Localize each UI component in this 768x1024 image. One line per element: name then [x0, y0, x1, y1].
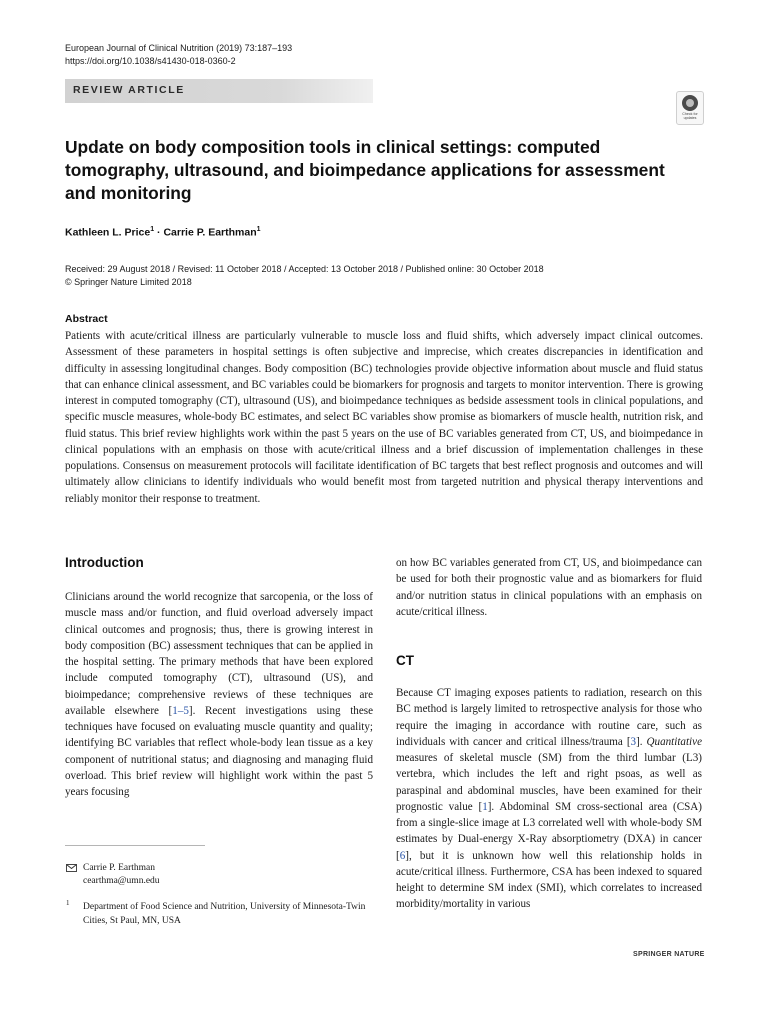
- affiliation-footnote-marker: 1: [66, 899, 70, 907]
- doi-link[interactable]: https://doi.org/10.1038/s41430-018-0360-2: [65, 56, 236, 66]
- section-heading-introduction: Introduction: [65, 555, 144, 570]
- text-run: ], but it is unknown how well this relationship holds in acute/critical illness. Furthermore, CSA has been indexed to squared height to determine SM index (SMI), which correlates to increased morbidity/mortality in various: [396, 849, 702, 911]
- abstract-text: Patients with acute/critical illness are particularly vulnerable to muscle loss and fluid shifts, which adversely impact clinical outcomes. Assessment of these parameters in hospital settings is often subjective and imprecise, which creates discrepancies in identification and difficulty in assessing longitudinal changes. Body composition (BC) technologies provide objective information about muscle and fluid status that can enhance clinical assessment, and BC variables could be biomarkers for prognosis and targets to monitor intervention. There is growing interest in computed tomography (CT), ultrasound (US), and bioimpedance techniques as bedside assessment tools in clinical populations, and specific muscle measures, whole-body BC estimates, and select BC variables show promise as biomarkers of muscle health, nutrition risk, and fluid status. This brief review highlights work within the past 5 years on the use of BC variables generated from CT, US, and bioimpedance in clinical populations with an emphasis on those with acute/critical illness and a brief discussion of implementation challenges in these populations. Consensus on measurement protocols will facilitate identification of BC targets that best reflect prognosis and outcomes and will ultimately allow clinicians to identify individuals who would benefit most from targeted nutrition and physical therapy interventions and reliably monitor their response to treatment.: [65, 330, 703, 505]
- article-type-label: REVIEW ARTICLE: [73, 84, 185, 96]
- affiliation-marker: 1: [150, 226, 155, 233]
- publication-dates: Received: 29 August 2018 / Revised: 11 October 2018 / Accepted: 13 October 2018 / Published online: 30 October 2018: [65, 264, 544, 274]
- corresponding-author-email[interactable]: cearthma@umn.edu: [83, 876, 160, 886]
- text-run: ]. Abdominal SM cross-sectional area (CSA) from a single-slice image at L3 correlated well with whole-body SM estimates by Dual-energy X-Ray absorptiometry (DXA) in cancer [: [396, 800, 702, 862]
- check-for-updates-button[interactable]: [676, 91, 704, 125]
- author-separator: ·: [154, 226, 164, 239]
- text-run: ].: [636, 735, 647, 748]
- check-updates-text: Check for updates: [682, 112, 698, 120]
- citation-link[interactable]: 1–5: [172, 704, 189, 717]
- copyright-notice: © Springer Nature Limited 2018: [65, 277, 192, 287]
- introduction-paragraph: [65, 589, 373, 800]
- introduction-continuation: on how BC variables generated from CT, US, and bioimpedance can be used for both their prognostic value and as biomarkers for fluid and/or nutrition status in clinical populations with an emphasis on acute/critical illness.: [396, 557, 702, 618]
- text-run: measures of skeletal muscle (SM) from the third lumbar (L3) vertebra, which includes the left and right psoas, as well as paraspinal and abdominal muscles, have been examined for their prognostic value [: [396, 752, 702, 813]
- affiliation-text: Department of Food Science and Nutrition, University of Minnesota-Twin Cities, St Paul, MN, USA: [83, 902, 366, 926]
- text-run: ]. Recent investigations using these techniques have focused on evaluating muscle quantity and quality; identifying BC variables that reflect whole-body lean tissue as a key component of nutritional status; and diagnosing and managing fluid overload. This brief review will highlight work within the past 5 years focusing: [65, 704, 373, 798]
- publisher-logo: SPRINGER NATURE: [633, 951, 705, 958]
- section-heading-ct: CT: [396, 653, 414, 668]
- ct-paragraph: [396, 685, 702, 913]
- citation-link[interactable]: 6: [399, 849, 406, 862]
- envelope-icon: [66, 864, 77, 872]
- footnote-divider: [65, 845, 205, 846]
- text-run: Because CT imaging exposes patients to radiation, research on this BC method is largely limited to retrospective analysis for those who require the imaging in accordance with routine care, such as individuals with cancer and critical illness/trauma [: [396, 687, 702, 748]
- author-name[interactable]: Kathleen L. Price: [65, 226, 151, 239]
- abstract-heading: Abstract: [65, 313, 108, 325]
- text-run-italic: Quantitative: [646, 735, 702, 748]
- citation-link[interactable]: 1: [482, 800, 488, 813]
- author-list: [65, 226, 261, 239]
- paper-title: Update on body composition tools in clinical settings: computed tomography, ultrasound, and bioimpedance applications for assessment and monitoring: [65, 137, 665, 203]
- affiliation-marker: 1: [256, 226, 261, 233]
- journal-citation: European Journal of Clinical Nutrition (2019) 73:187–193: [65, 43, 293, 53]
- article-type-banner: [65, 79, 373, 103]
- author-name[interactable]: Carrie P. Earthman: [163, 226, 257, 239]
- check-updates-icon: [682, 95, 698, 111]
- corresponding-author-name: Carrie P. Earthman: [83, 863, 156, 873]
- text-run: Clinicians around the world recognize that sarcopenia, or the loss of muscle mass and/or function, and fluid overload adversely impact clinical outcomes and prognosis; thus, there is growing interest in body composition (BC) assessment techniques that can be applied in the hospital setting. The primary methods that have been explored include computed tomography (CT), ultrasound (US), and bioimpedance; comprehensive reviews of these techniques are available elsewhere [: [65, 591, 373, 717]
- citation-link[interactable]: 3: [630, 735, 637, 748]
